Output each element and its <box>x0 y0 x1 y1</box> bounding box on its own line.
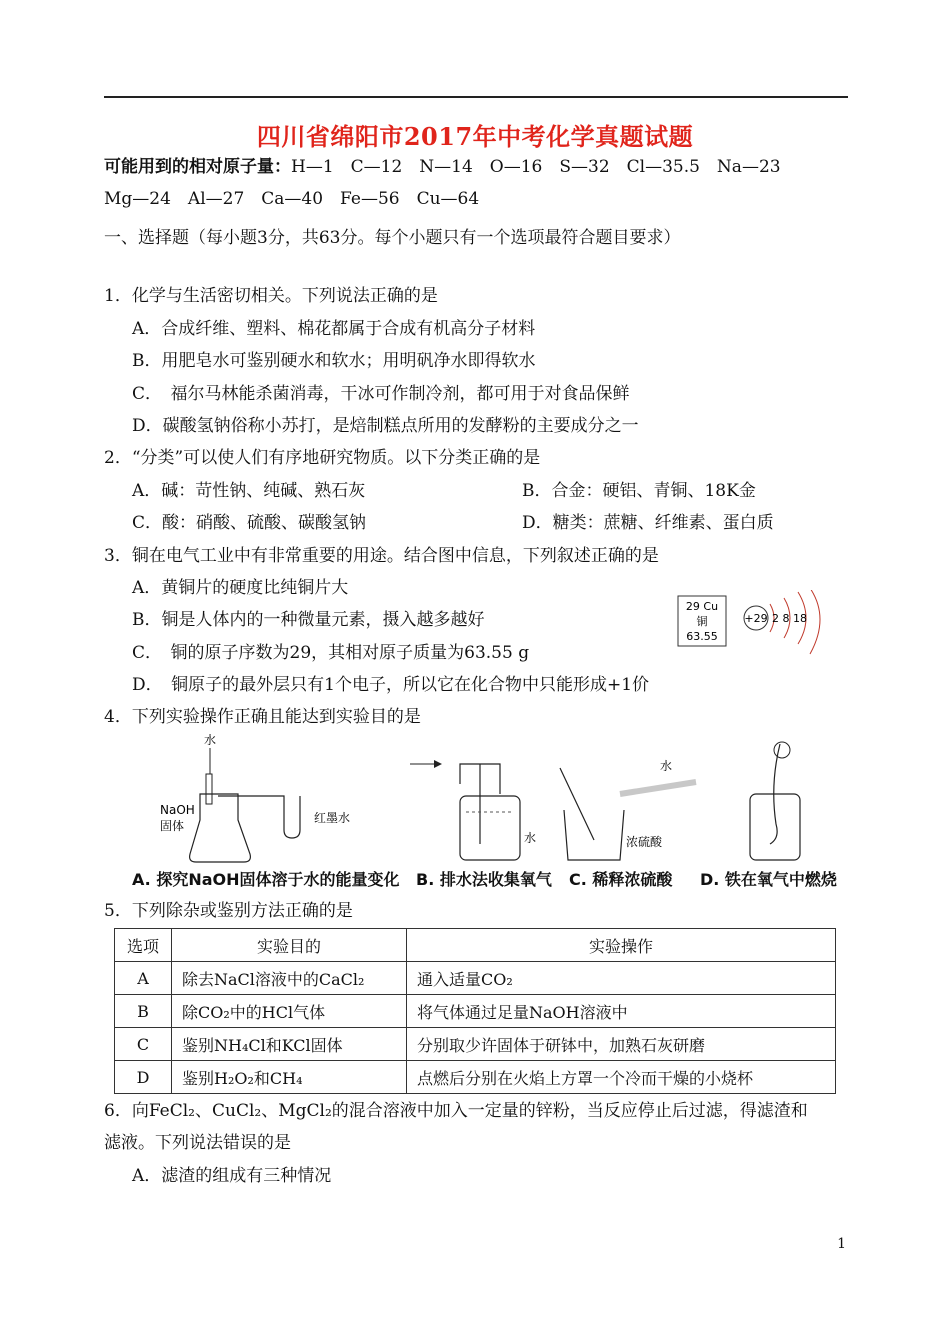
atomic-mass-values-1: H—1 C—12 N—14 O—16 S—32 Cl—35.5 Na—23 <box>291 157 781 177</box>
table-cell: C <box>115 1028 172 1061</box>
table-row <box>115 962 836 995</box>
red-ink-label: 红墨水 <box>314 811 351 825</box>
element-symbol: 29 Cu <box>685 600 719 613</box>
header-cell: 实验目的 <box>172 929 407 962</box>
apparatus-c <box>560 758 696 860</box>
naoh-label-1: NaOH <box>160 803 195 817</box>
element-mass: 63.55 <box>686 630 718 643</box>
table-cell: 鉴别H₂O₂和CH₄ <box>172 1061 407 1094</box>
acid-label: 浓硫酸 <box>626 835 663 849</box>
q2-option-d: D．糖类：蔗糖、纤维素、蛋白质 <box>522 513 774 533</box>
header-cell: 选项 <box>115 929 172 962</box>
section-heading: 一、选择题（每小题3分，共63分。每个小题只有一个选项最符合题目要求） <box>104 228 681 248</box>
table-cell: 点燃后分别在火焰上方罩一个冷而干燥的小烧杯 <box>407 1061 836 1094</box>
shell-arc-4 <box>810 590 820 654</box>
table-cell: B <box>115 995 172 1028</box>
caption-a: A. 探究NaOH固体溶于水的能量变化 <box>132 870 400 889</box>
q5-stem: 5．下列除杂或鉴别方法正确的是 <box>104 901 353 921</box>
q6-stem-line-1: 6．向FeCl₂、CuCl₂、MgCl₂的混合溶液中加入一定量的锌粉，当反应停止后过滤，得滤渣和 <box>104 1101 808 1121</box>
electron-shells: 2 8 18 <box>772 612 807 625</box>
nucleus-charge: +29 <box>744 612 768 625</box>
table-cell: 通入适量CO₂ <box>407 962 836 995</box>
table-cell: 鉴别NH₄Cl和KCl固体 <box>172 1028 407 1061</box>
apparatus-d <box>750 742 800 860</box>
apparatus-b <box>410 760 536 860</box>
copper-atom-figure <box>672 590 848 664</box>
table-row <box>115 995 836 1028</box>
table-cell: 除去NaCl溶液中的CaCl₂ <box>172 962 407 995</box>
table-row <box>115 1028 836 1061</box>
graduated-cylinder <box>620 782 696 794</box>
atomic-mass-line-1 <box>104 156 781 178</box>
atomic-mass-values-2: Mg—24 Al—27 Ca—40 Fe—56 Cu—64 <box>104 189 480 209</box>
q3-option-a: A．黄铜片的硬度比纯铜片大 <box>132 578 349 598</box>
table-cell: A <box>115 962 172 995</box>
water-label-a: 水 <box>203 734 217 747</box>
q3-option-b: B．铜是人体内的一种微量元素，摄入越多越好 <box>132 610 485 630</box>
page-title: 四川省绵阳市2017年中考化学真题试题 <box>256 122 694 151</box>
table-row <box>115 1061 836 1094</box>
table-cell: 将气体通过足量NaOH溶液中 <box>407 995 836 1028</box>
q2-option-b: B．合金：硬铝、青铜、18K金 <box>522 481 756 501</box>
apparatus-a <box>160 734 350 862</box>
table-header-row <box>115 929 836 962</box>
caption-b: B. 排水法收集氧气 <box>416 870 552 889</box>
page-number: 1 <box>837 1236 846 1252</box>
q1-option-c: C． 福尔马林能杀菌消毒，干冰可作制冷剂，都可用于对食品保鲜 <box>132 384 630 404</box>
q1-option-a: A．合成纤维、塑料、棉花都属于合成有机高分子材料 <box>132 319 536 339</box>
tongs-grip <box>774 742 790 758</box>
funnel-tube <box>206 774 212 804</box>
arrow-head <box>434 760 442 768</box>
atomic-mass-label: 可能用到的相对原子量： <box>104 157 291 177</box>
table-cell: 除CO₂中的HCl气体 <box>172 995 407 1028</box>
q1-stem: 1．化学与生活密切相关。下列说法正确的是 <box>104 286 438 306</box>
header-cell: 实验操作 <box>407 929 836 962</box>
q1-option-b: B．用肥皂水可鉴别硬水和软水；用明矾净水即得软水 <box>132 351 536 371</box>
collection-bottle <box>460 796 520 860</box>
q2-option-c: C．酸：硝酸、硫酸、碳酸氢钠 <box>132 513 367 533</box>
q6-stem-line-2: 滤液。下列说法错误的是 <box>104 1133 291 1153</box>
caption-d: D. 铁在氧气中燃烧 <box>700 870 837 889</box>
naoh-label-2: 固体 <box>160 819 185 833</box>
water-label-c: 水 <box>660 759 673 773</box>
q2-option-a: A．碱：苛性钠、纯碱、熟石灰 <box>132 481 366 501</box>
q2-stem: 2．“分类”可以使人们有序地研究物质。以下分类正确的是 <box>104 448 541 468</box>
q3-option-d: D． 铜原子的最外层只有1个电子，所以它在化合物中只能形成+1价 <box>132 675 650 695</box>
table-cell: D <box>115 1061 172 1094</box>
header-rule <box>104 96 848 98</box>
q1-option-d: D．碳酸氢钠俗称小苏打，是焙制糕点所用的发酵粉的主要成分之一 <box>132 416 639 436</box>
oxygen-jar <box>750 794 800 860</box>
table-cell: 分别取少许固体于研钵中，加熟石灰研磨 <box>407 1028 836 1061</box>
q6-option-a: A．滤渣的组成有三种情况 <box>132 1166 332 1186</box>
beaker <box>564 810 624 860</box>
conical-flask <box>190 794 251 862</box>
u-tube <box>218 796 300 838</box>
gas-tubes <box>460 764 500 844</box>
caption-c: C. 稀释浓硫酸 <box>569 870 673 889</box>
element-name: 铜 <box>696 615 708 628</box>
q5-table <box>114 928 836 1094</box>
water-label-b: 水 <box>524 831 537 845</box>
q4-stem: 4．下列实验操作正确且能达到实验目的是 <box>104 707 421 727</box>
q3-stem: 3．铜在电气工业中有非常重要的用途。结合图中信息，下列叙述正确的是 <box>104 546 659 566</box>
q3-option-c: C． 铜的原子序数为29，其相对原子质量为63.55 g <box>132 643 530 663</box>
